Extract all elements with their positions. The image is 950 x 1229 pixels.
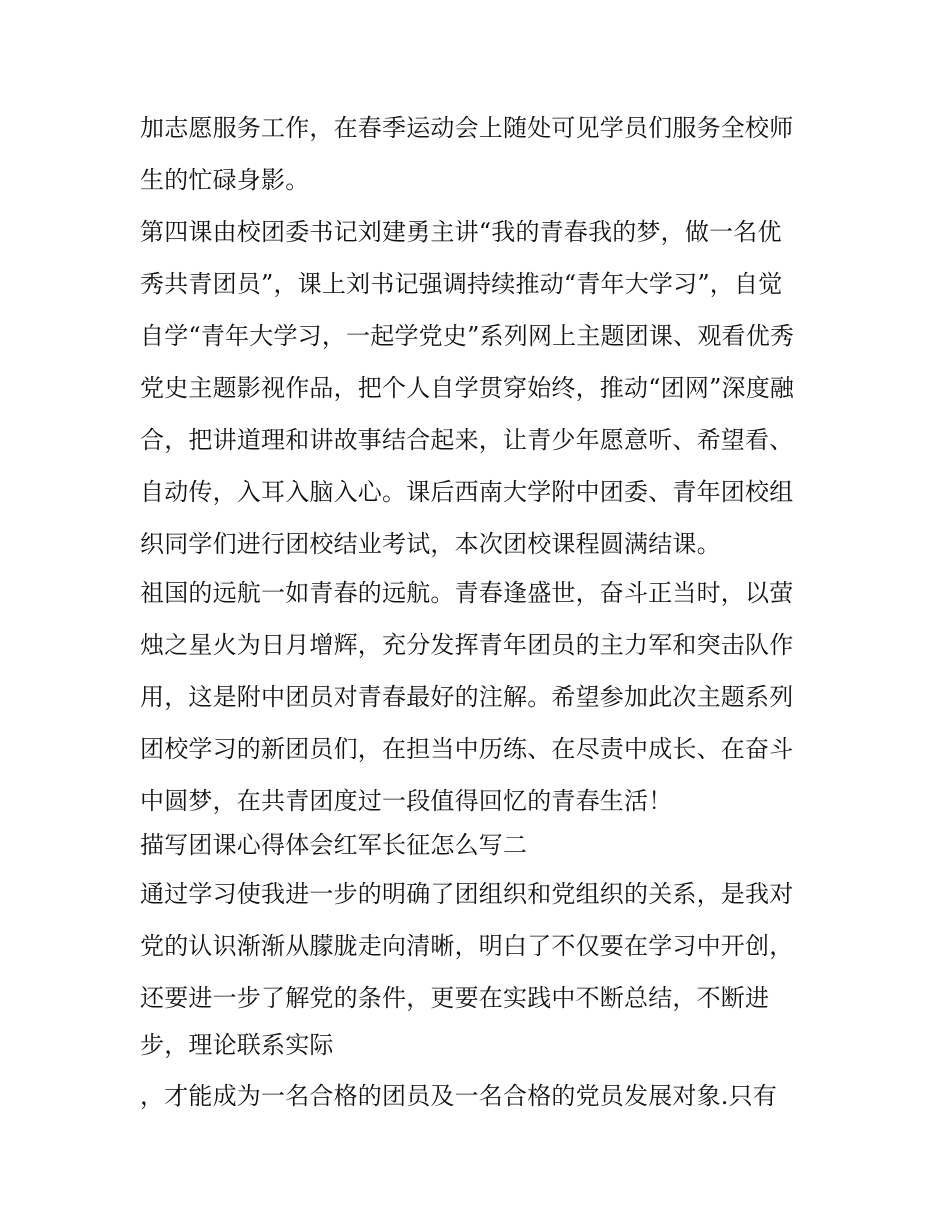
text-line-11: 烛之星火为日月增辉，充分发挥青年团员的主力军和突击队作 [140, 631, 794, 659]
text-line-8: 自动传，入耳入脑入心。课后西南大学附中团委、青年团校组 [140, 478, 794, 506]
text-line-14: 中圆梦，在共青团度过一段值得回忆的青春生活！ [140, 787, 673, 815]
text-line-16: 通过学习使我进一步的明确了团组织和党组织的关系，是我对 [140, 880, 794, 908]
text-line-20: ，才能成为一名合格的团员及一名合格的党员发展对象.只有 [140, 1082, 778, 1110]
text-line-12: 用，这是附中团员对青春最好的注解。希望参加此次主题系列 [140, 683, 794, 711]
text-line-4: 秀共青团员”，课上刘书记强调持续推动“青年大学习”，自觉 [140, 270, 783, 298]
text-line-19: 步，理论联系实际 [140, 1031, 334, 1059]
text-line-7: 合，把讲道理和讲故事结合起来，让青少年愿意听、希望看、 [140, 426, 794, 454]
text-line-3: 第四课由校团委书记刘建勇主讲“我的青春我的梦，做一名优 [140, 218, 782, 246]
text-line-10: 祖国的远航一如青春的远航。青春逢盛世，奋斗正当时，以萤 [140, 579, 794, 607]
text-line-6: 党史主题影视作品，把个人自学贯穿始终，推动“团网”深度融 [140, 374, 795, 402]
text-line-9: 织同学们进行团校结业考试，本次团校课程圆满结课。 [140, 530, 721, 558]
text-line-18: 还要进一步了解党的条件，更要在实践中不断总结，不断进 [140, 984, 770, 1012]
text-line-13: 团校学习的新团员们，在担当中历练、在尽责中成长、在奋斗 [140, 735, 794, 763]
text-line-5: 自学“青年大学习，一起学党史”系列网上主题团课、观看优秀 [140, 322, 795, 350]
section-heading: 描写团课心得体会红军长征怎么写二 [140, 831, 528, 859]
text-line-17: 党的认识渐渐从朦胧走向清晰，明白了不仅要在学习中开创， [140, 932, 794, 960]
text-line-1: 加志愿服务工作，在春季运动会上随处可见学员们服务全校师 [140, 114, 794, 142]
text-line-2: 生的忙碌身影。 [140, 166, 310, 194]
